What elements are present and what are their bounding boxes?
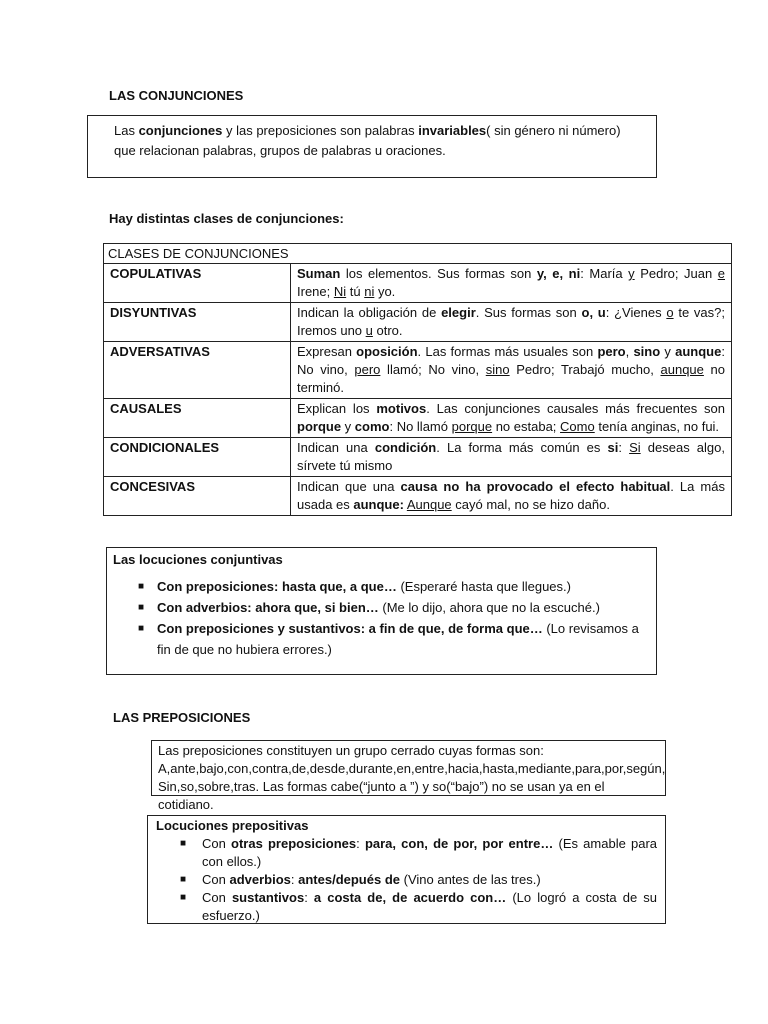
class-description: Indican que una causa no ha provocado el efecto habitual. La más usada es aunque: Aunque cayó mal, no se hizo daño. [291,477,732,516]
prepositional-locutions-box [147,815,666,924]
prepositional-locutions-title: Locuciones prepositivas [156,818,309,833]
conjunction-classes-table [103,243,732,516]
table-row [104,264,732,303]
square-bullet-icon: ■ [138,623,145,634]
table-header-row [104,244,732,264]
table-row [104,399,732,438]
table-row [104,342,732,399]
class-name: DISYUNTIVAS [104,303,291,342]
square-bullet-icon: ■ [180,874,187,885]
conjunctive-locutions-list [113,576,650,660]
conjunctive-locutions-box [106,547,657,675]
class-name: CAUSALES [104,399,291,438]
table-row [104,303,732,342]
prepositions-line-3: Sin,so,sobre,tras. Las formas cabe(“junto a ”) y so(“bajo”) no se usan ya en el cotidiano. [158,779,605,812]
class-description: Indican una condición. La forma más común es si: Si deseas algo, sírvete tú mismo [291,438,732,477]
class-name: COPULATIVAS [104,264,291,303]
prepositions-line-1: Las preposiciones constituyen un grupo cerrado cuyas formas son: [158,743,544,758]
class-description: Indican la obligación de elegir. Sus formas son o, u: ¿Vienes o te vas?; Iremos uno u otro. [291,303,732,342]
list-item: ■ Con adverbios: antes/depués de (Vino antes de las tres.) [180,872,541,887]
list-item: ■ Con preposiciones y sustantivos: a fin de que, de forma que… (Lo revisamos a fin de que no hubiera errores.) [157,618,650,660]
square-bullet-icon: ■ [138,602,145,613]
square-bullet-icon: ■ [180,838,187,849]
list-item: ■ Con adverbios: ahora que, si bien… (Me lo dijo, ahora que no la escuché.) [157,597,650,618]
intro-box [87,115,657,178]
list-item: ■ Con preposiciones: hasta que, a que… (Esperaré hasta que llegues.) [157,576,650,597]
prepositions-title: LAS PREPOSICIONES [113,710,251,725]
class-description: Suman los elementos. Sus formas son y, e, ni: María y Pedro; Juan e Irene; Ni tú ni yo. [291,264,732,303]
class-name: ADVERSATIVAS [104,342,291,399]
table-row [104,477,732,516]
prepositions-box [151,740,666,812]
class-description: Explican los motivos. Las conjunciones causales más frecuentes son porque y como: No llamó porque no estaba; Como tenía anginas, no fui. [291,399,732,438]
class-description: Expresan oposición. Las formas más usuales son pero, sino y aunque: No vino, pero llamó; No vino, sino Pedro; Trabajó mucho, aunque no terminó. [291,342,732,399]
class-name: CONCESIVAS [104,477,291,516]
table-row [104,438,732,477]
prepositional-locutions-list [156,835,657,925]
prepositions-line-2: A,ante,bajo,con,contra,de,desde,durante,en,entre,hacia,hasta,mediante,para,por,según, [158,761,666,776]
class-name: CONDICIONALES [104,438,291,477]
conjunctive-locutions-title: Las locuciones conjuntivas [113,552,283,567]
list-item: ■ Con sustantivos: a costa de, de acuerdo con… (Lo logró a costa de su esfuerzo.) [180,890,657,923]
classes-subtitle: Hay distintas clases de conjunciones: [109,211,344,226]
list-item: ■ Con otras preposiciones: para, con, de por, por entre… (Es amable para con ellos.) [180,836,657,869]
intro-line-2: que relacionan palabras, grupos de palabras u oraciones. [114,143,446,158]
square-bullet-icon: ■ [138,581,145,592]
page-title: LAS CONJUNCIONES [109,88,244,103]
intro-line-1: Las conjunciones y las preposiciones son palabras invariables( sin género ni número) [114,123,621,138]
square-bullet-icon: ■ [180,892,187,903]
table-header: CLASES DE CONJUNCIONES [104,244,732,264]
